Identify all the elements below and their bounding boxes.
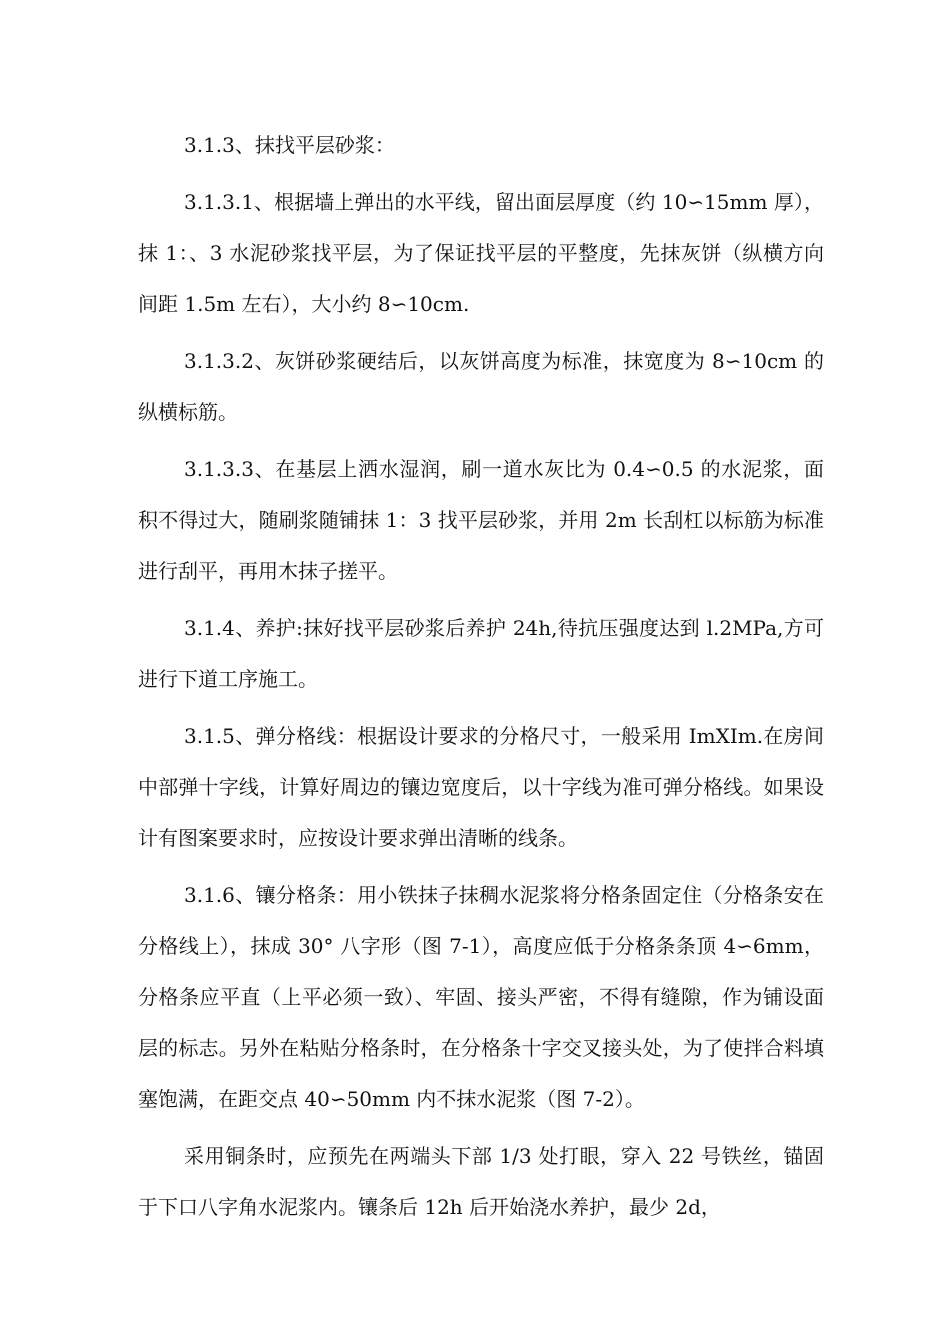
paragraph-3-1-3: 3.1.3、抹找平层砂浆： — [184, 133, 395, 157]
paragraph-copper-strip: 采用铜条时，应预先在两端头下部 1/3 处打眼，穿入 22 号铁丝，锚固于下口八字角水泥浆内。镶条后 12h 后开始浇水养护，最少 2d， — [138, 1144, 824, 1219]
paragraph-3-1-6: 3.1.6、镶分格条：用小铁抹子抹稠水泥浆将分格条固定住（分格条安在分格线上），抹成 30° 八字形（图 7-1），高度应低于分格条条顶 4∽6mm，分格条应平直（上平必须一致）、牢固、接头严密，不得有缝隙，作为铺设面层的标志。另外在粘贴分格条时，在分格条十字交叉接头处，为了使拌合料填塞饱满，在距交点 40∽50mm 内不抹水泥浆（图 7-2）。 — [138, 883, 824, 1111]
paragraph-3-1-3-2: 3.1.3.2、灰饼砂浆硬结后，以灰饼高度为标准，抹宽度为 8∽10cm 的纵横标筋。 — [138, 349, 824, 424]
document-body — [138, 120, 824, 1233]
paragraph-3-1-4: 3.1.4、养护:抹好找平层砂浆后养护 24h,待抗压强度达到 l.2MPa,方可进行下道工序施工。 — [138, 616, 824, 691]
paragraph-3-1-3-1: 3.1.3.1、根据墙上弹出的水平线，留出面层厚度（约 10∽15mm 厚），抹 1：、3 水泥砂浆找平层，为了保证找平层的平整度，先抹灰饼（纵横方向间距 1.5m 左右），大小约 8∽10cm. — [138, 190, 824, 316]
paragraph-3-1-3-3: 3.1.3.3、在基层上洒水湿润，刷一道水灰比为 0.4∽0.5 的水泥浆，面积不得过大，随刷浆随铺抹 1：3 找平层砂浆，并用 2m 长刮杠以标筋为标准进行刮平，再用木抹子搓平。 — [138, 457, 824, 583]
paragraph-3-1-5: 3.1.5、弹分格线：根据设计要求的分格尺寸，一般采用 ImXIm.在房间中部弹十字线，计算好周边的镶边宽度后，以十字线为准可弹分格线。如果设计有图案要求时，应按设计要求弹出清晰的线条。 — [138, 724, 824, 850]
